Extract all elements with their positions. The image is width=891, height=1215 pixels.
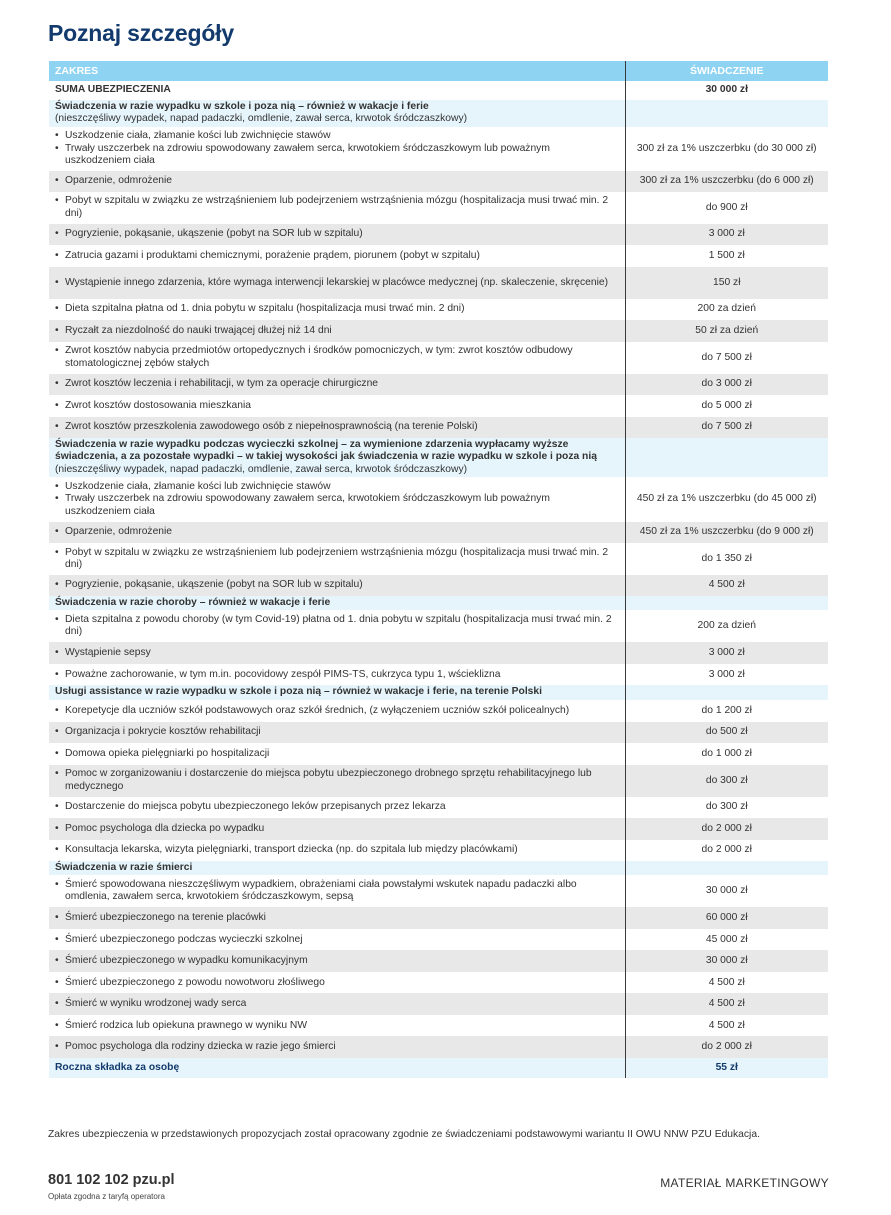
row-scope: [49, 245, 625, 267]
list-item: [55, 934, 619, 946]
item-text: Pogryzienie, pokąsanie, ukąszenie (pobyt na SOR lub w szpitalu): [65, 228, 363, 240]
item-text: Śmierć rodzica lub opiekuna prawnego w wyniku NW: [65, 1019, 308, 1031]
item-text: Pogryzienie, pokąsanie, ukąszenie (pobyt na SOR lub w szpitalu): [65, 579, 363, 591]
total-value: 55 zł: [625, 1058, 828, 1078]
row-value: 200 za dzień: [625, 299, 828, 320]
table-row: [49, 342, 828, 374]
section-subtitle: (nieszczęśliwy wypadek, napad padaczki, omdlenie, zawał serca, krwotok śródczaszkowy): [55, 113, 468, 125]
list-item: [55, 345, 619, 370]
row-scope: [49, 395, 625, 417]
table-row: [49, 522, 828, 543]
row-scope: [49, 972, 625, 993]
section-title: Świadczenia w razie śmierci: [55, 861, 193, 873]
section-title-cell: [49, 685, 625, 699]
table-body: [49, 81, 828, 1078]
list-item: [55, 325, 619, 337]
bullet-icon: •: [55, 579, 59, 591]
row-scope: [49, 522, 625, 543]
list-item: [55, 493, 619, 518]
bullet-icon: •: [55, 822, 59, 834]
row-scope: [49, 477, 625, 522]
table-row: [49, 664, 828, 685]
bullet-icon: •: [55, 768, 59, 780]
row-scope: [49, 642, 625, 664]
bullet-icon: •: [55, 878, 59, 890]
row-value: 150 zł: [625, 267, 828, 299]
bullet-icon: •: [55, 493, 59, 505]
table-row: [49, 875, 828, 907]
bullet-icon: •: [55, 801, 59, 813]
list-item: [55, 195, 619, 220]
table-row: [49, 610, 828, 642]
item-text: Wystąpienie sepsy: [65, 647, 151, 659]
table-row: [49, 320, 828, 342]
row-value: do 2 000 zł: [625, 840, 828, 861]
row-value: 300 zł za 1% uszczerbku (do 30 000 zł): [625, 127, 828, 171]
table-row: [49, 395, 828, 417]
item-text: Trwały uszczerbek na zdrowiu spowodowany zawałem serca, krwotokiem śródczaszkowym lub poważnym uszkodzeniem ciała: [65, 493, 550, 517]
section-title-cell: [49, 861, 625, 875]
list-item: [55, 400, 619, 412]
list-item: [55, 823, 619, 835]
bullet-icon: •: [55, 726, 59, 738]
row-scope: [49, 320, 625, 342]
table-row: [49, 722, 828, 743]
row-value: 450 zł za 1% uszczerbku (do 45 000 zł): [625, 477, 828, 522]
item-text: Domowa opieka pielęgniarki po hospitalizacji: [65, 747, 270, 759]
section-value-cell: [625, 438, 828, 477]
row-value: do 300 zł: [625, 797, 828, 818]
list-item: [55, 748, 619, 760]
list-item: [55, 250, 619, 262]
row-value: do 1 200 zł: [625, 700, 828, 722]
row-scope: [49, 929, 625, 950]
page-title: Poznaj szczegóły: [48, 20, 234, 46]
row-scope: [49, 1036, 625, 1058]
bullet-icon: •: [55, 480, 59, 492]
row-value: 4 500 zł: [625, 972, 828, 993]
bullet-icon: •: [55, 276, 59, 288]
phone-contact: 801 102 102 pzu.pl: [48, 1172, 175, 1188]
list-item: [55, 977, 619, 989]
sum-row: [49, 81, 828, 100]
row-value: 30 000 zł: [625, 875, 828, 907]
bullet-icon: •: [55, 249, 59, 261]
item-text: Pomoc w zorganizowaniu i dostarczenie do miejsca pobytu ubezpieczonego drobnego sprzętu rehabilitacyjnego lub medycznego: [65, 768, 592, 792]
row-scope: [49, 342, 625, 374]
table-row: [49, 1015, 828, 1036]
row-scope: [49, 224, 625, 245]
item-text: Oparzenie, odmrożenie: [65, 175, 173, 187]
item-text: Korepetycje dla uczniów szkół podstawowych oraz szkół średnich, (z wyłączeniem uczniów szkół policealnych): [65, 704, 570, 716]
row-value: do 2 000 zł: [625, 818, 828, 840]
list-item: [55, 879, 619, 904]
section-title-cell: [49, 438, 625, 477]
table-row: [49, 993, 828, 1015]
table-row: [49, 797, 828, 818]
item-text: Wystąpienie innego zdarzenia, które wymaga interwencji lekarskiej w placówce medycznej (np. skaleczenie, skręcenie): [65, 276, 609, 288]
row-value: do 1 000 zł: [625, 743, 828, 765]
item-text: Uszkodzenie ciała, złamanie kości lub zwichnięcie stawów: [65, 480, 331, 492]
row-scope: [49, 907, 625, 929]
item-text: Śmierć spowodowana nieszczęśliwym wypadkiem, obrażeniami ciała powstałymi wskutek napadu padaczki albo omdlenia, zawałem serca, krwotokiem śródczaszkowym, sepsą: [65, 878, 577, 903]
row-scope: [49, 299, 625, 320]
row-value: 3 000 zł: [625, 642, 828, 664]
header-benefit: ŚWIADCZENIE: [625, 61, 828, 81]
row-value: 50 zł za dzień: [625, 320, 828, 342]
list-item: [55, 579, 619, 591]
table-row: [49, 818, 828, 840]
row-scope: [49, 575, 625, 596]
section-header: [49, 861, 828, 875]
item-text: Śmierć w wyniku wrodzonej wady serca: [65, 998, 247, 1010]
list-item: [55, 277, 619, 289]
row-scope: [49, 267, 625, 299]
row-scope: [49, 993, 625, 1015]
section-title: Świadczenia w razie wypadku podczas wycieczki szkolnej – za wymienione zdarzenia wypłacamy wyższe świadczenia, a za pozostałe wypadki – w takiej wysokości jak świadczenia w razie wypadku w szkole i poza nią: [55, 438, 597, 463]
section-title-cell: [49, 596, 625, 610]
bullet-icon: •: [55, 175, 59, 187]
list-item: [55, 768, 619, 793]
bullet-icon: •: [55, 912, 59, 924]
list-item: [55, 547, 619, 572]
row-scope: [49, 1015, 625, 1036]
row-value: 45 000 zł: [625, 929, 828, 950]
bullet-icon: •: [55, 668, 59, 680]
table-row: [49, 477, 828, 522]
list-item: [55, 705, 619, 717]
bullet-icon: •: [55, 421, 59, 433]
table-row: [49, 929, 828, 950]
row-value: 4 500 zł: [625, 575, 828, 596]
benefits-table: [49, 61, 828, 1078]
bullet-icon: •: [55, 955, 59, 967]
table-row: [49, 765, 828, 797]
row-scope: [49, 543, 625, 575]
bullet-icon: •: [55, 303, 59, 315]
list-item: [55, 647, 619, 659]
bullet-icon: •: [55, 1019, 59, 1031]
bullet-icon: •: [55, 130, 59, 142]
list-item: [55, 175, 619, 187]
list-item: [55, 912, 619, 924]
row-value: do 300 zł: [625, 765, 828, 797]
table-row: [49, 743, 828, 765]
bullet-icon: •: [55, 142, 59, 154]
table-row: [49, 642, 828, 664]
bullet-icon: •: [55, 647, 59, 659]
table-row: [49, 575, 828, 596]
item-text: Pobyt w szpitalu w związku ze wstrząśnieniem lub podejrzeniem wstrząśnienia mózgu (hospitalizacja musi trwać min. 2 dni): [65, 546, 609, 571]
item-text: Dieta szpitalna z powodu choroby (w tym Covid-19) płatna od 1. dnia pobytu w szpitalu (hospitalizacja musi trwać min. 2 dni): [65, 614, 612, 638]
row-scope: [49, 127, 625, 171]
table-row: [49, 374, 828, 395]
list-item: [55, 669, 619, 681]
row-scope: [49, 840, 625, 861]
table-row: [49, 267, 828, 299]
bullet-icon: •: [55, 976, 59, 988]
row-value: 3 000 zł: [625, 664, 828, 685]
item-text: Zwrot kosztów leczenia i rehabilitacji, w tym za operacje chirurgiczne: [65, 378, 379, 390]
table-row: [49, 840, 828, 861]
table-header-row: [49, 61, 828, 81]
list-item: [55, 998, 619, 1010]
row-value: 3 000 zł: [625, 224, 828, 245]
row-scope: [49, 374, 625, 395]
item-text: Pobyt w szpitalu w związku ze wstrząśnieniem lub podejrzeniem wstrząśnienia mózgu (hospitalizacja musi trwać min. 2 dni): [65, 195, 609, 219]
table-row: [49, 907, 828, 929]
list-item: [55, 303, 619, 315]
row-value: do 2 000 zł: [625, 1036, 828, 1058]
section-title: Świadczenia w razie choroby – również w wakacje i ferie: [55, 597, 331, 609]
total-label: Roczna składka za osobę: [49, 1058, 625, 1078]
table-row: [49, 127, 828, 171]
phone-fee-note: Opłata zgodna z taryfą operatora: [48, 1192, 165, 1201]
section-value-cell: [625, 685, 828, 699]
item-text: Dieta szpitalna płatna od 1. dnia pobytu w szpitalu (hospitalizacja musi trwać min. 2 dni): [65, 303, 465, 315]
item-text: Zwrot kosztów nabycia przedmiotów ortopedycznych i środków pomocniczych, w tym: zwrot kosztów odbudowy stomatologicznej zębów stałych: [65, 345, 573, 369]
section-header: [49, 685, 828, 699]
row-value: 200 za dzień: [625, 610, 828, 642]
row-scope: [49, 875, 625, 907]
row-value: 1 500 zł: [625, 245, 828, 267]
table-row: [49, 1036, 828, 1058]
bullet-icon: •: [55, 378, 59, 390]
table-row: [49, 299, 828, 320]
bullet-icon: •: [55, 1041, 59, 1053]
row-value: do 7 500 zł: [625, 417, 828, 438]
item-text: Śmierć ubezpieczonego podczas wycieczki szkolnej: [65, 933, 303, 945]
bullet-icon: •: [55, 345, 59, 357]
item-text: Pomoc psychologa dla dziecka po wypadku: [65, 822, 265, 834]
row-scope: [49, 797, 625, 818]
item-text: Zwrot kosztów przeszkolenia zawodowego osób z niepełnosprawnością (na terenie Polski): [65, 421, 478, 433]
bullet-icon: •: [55, 844, 59, 856]
table-row: [49, 224, 828, 245]
row-scope: [49, 950, 625, 972]
section-value-cell: [625, 100, 828, 127]
list-item: [55, 421, 619, 433]
list-item: [55, 378, 619, 390]
bullet-icon: •: [55, 704, 59, 716]
item-text: Dostarczenie do miejsca pobytu ubezpieczonego leków przepisanych przez lekarza: [65, 801, 446, 813]
item-text: Zatrucia gazami i produktami chemicznymi, porażenie prądem, piorunem (pobyt w szpitalu): [65, 249, 480, 261]
list-item: [55, 614, 619, 639]
bullet-icon: •: [55, 933, 59, 945]
item-text: Oparzenie, odmrożenie: [65, 526, 173, 538]
bullet-icon: •: [55, 546, 59, 558]
bullet-icon: •: [55, 399, 59, 411]
bullet-icon: •: [55, 324, 59, 336]
list-item: [55, 130, 619, 142]
list-item: [55, 1020, 619, 1032]
row-value: 4 500 zł: [625, 993, 828, 1015]
item-text: Konsultacja lekarska, wizyta pielęgniarki, transport dziecka (np. do szpitala lub między placówkami): [65, 844, 518, 856]
section-title: Świadczenia w razie wypadku w szkole i poza nią – również w wakacje i ferie: [55, 101, 429, 112]
table-row: [49, 171, 828, 192]
row-value: do 1 350 zł: [625, 543, 828, 575]
row-value: do 900 zł: [625, 192, 828, 224]
table-row: [49, 245, 828, 267]
section-header: [49, 100, 828, 127]
row-scope: [49, 610, 625, 642]
bullet-icon: •: [55, 998, 59, 1010]
bullet-icon: •: [55, 195, 59, 207]
row-value: 450 zł za 1% uszczerbku (do 9 000 zł): [625, 522, 828, 543]
marketing-label: MATERIAŁ MARKETINGOWY: [660, 1176, 829, 1190]
list-item: [55, 1041, 619, 1053]
footnote: Zakres ubezpieczenia w przedstawionych propozycjach został opracowany zgodnie ze świadczeniami podstawowymi wariantu II OWU NNW PZU Edukacja.: [48, 1129, 760, 1140]
row-scope: [49, 171, 625, 192]
item-text: Śmierć ubezpieczonego z powodu nowotworu złośliwego: [65, 976, 325, 988]
item-text: Uszkodzenie ciała, złamanie kości lub zwichnięcie stawów: [65, 130, 331, 142]
list-item: [55, 526, 619, 538]
item-text: Śmierć ubezpieczonego w wypadku komunikacyjnym: [65, 955, 308, 967]
table-row: [49, 700, 828, 722]
row-value: do 500 zł: [625, 722, 828, 743]
section-title: Usługi assistance w razie wypadku w szkole i poza nią – również w wakacje i ferie, na terenie Polski: [55, 686, 543, 698]
item-text: Zwrot kosztów dostosowania mieszkania: [65, 399, 251, 411]
table-row: [49, 950, 828, 972]
row-scope: [49, 743, 625, 765]
list-item: [55, 726, 619, 738]
list-item: [55, 228, 619, 240]
section-header: [49, 438, 828, 477]
row-scope: [49, 700, 625, 722]
row-scope: [49, 722, 625, 743]
header-scope: ZAKRES: [49, 61, 625, 81]
table-row: [49, 417, 828, 438]
row-scope: [49, 818, 625, 840]
item-text: Organizacja i pokrycie kosztów rehabilitacji: [65, 726, 261, 738]
list-item: [55, 844, 619, 856]
row-scope: [49, 765, 625, 797]
total-row: [49, 1058, 828, 1078]
row-value: 30 000 zł: [625, 950, 828, 972]
row-value: 60 000 zł: [625, 907, 828, 929]
bullet-icon: •: [55, 526, 59, 538]
section-value-cell: [625, 861, 828, 875]
row-value: do 5 000 zł: [625, 395, 828, 417]
table-row: [49, 192, 828, 224]
row-value: do 7 500 zł: [625, 342, 828, 374]
section-title-cell: [49, 100, 625, 127]
bullet-icon: •: [55, 228, 59, 240]
section-subtitle: (nieszczęśliwy wypadek, napad padaczki, omdlenie, zawał serca, krwotok śródczaszkowy): [55, 463, 468, 475]
item-text: Ryczałt za niezdolność do nauki trwającej dłużej niż 14 dni: [65, 324, 332, 336]
row-scope: [49, 417, 625, 438]
item-text: Poważne zachorowanie, w tym m.in. pocovidowy zespół PIMS-TS, cukrzyca typu 1, wścieklizna: [65, 668, 501, 680]
row-scope: [49, 664, 625, 685]
bullet-icon: •: [55, 747, 59, 759]
row-value: do 3 000 zł: [625, 374, 828, 395]
row-scope: [49, 192, 625, 224]
table-row: [49, 972, 828, 993]
table-row: [49, 543, 828, 575]
section-value-cell: [625, 596, 828, 610]
item-text: Śmierć ubezpieczonego na terenie placówki: [65, 912, 266, 924]
row-value: 4 500 zł: [625, 1015, 828, 1036]
item-text: Pomoc psychologa dla rodziny dziecka w razie jego śmierci: [65, 1041, 336, 1053]
list-item: [55, 955, 619, 967]
list-item: [55, 143, 619, 168]
item-text: Trwały uszczerbek na zdrowiu spowodowany zawałem serca, krwotokiem śródczaszkowym lub poważnym uszkodzeniem ciała: [65, 142, 550, 167]
bullet-icon: •: [55, 614, 59, 626]
sum-label: SUMA UBEZPIECZENIA: [49, 81, 625, 100]
section-header: [49, 596, 828, 610]
list-item: [55, 801, 619, 813]
row-value: 300 zł za 1% uszczerbku (do 6 000 zł): [625, 171, 828, 192]
sum-value: 30 000 zł: [625, 81, 828, 100]
list-item: [55, 481, 619, 493]
